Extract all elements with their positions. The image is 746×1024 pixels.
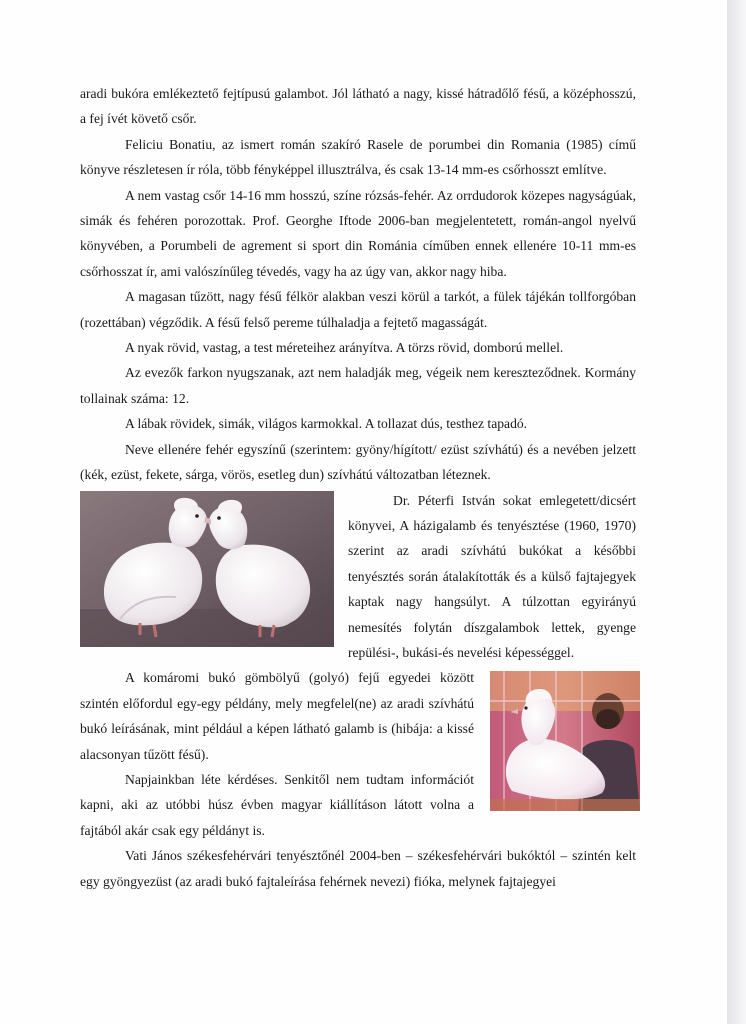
paragraph: A magasan tűzött, nagy fésű félkör alakban veszi körül a tarkót, a fülek tájékán tollforgóban (rozettában) végződik. A fésű felső pereme túlhaladja a fejtető magasságát. [80,289,636,330]
two-white-pigeons-photo [80,491,334,647]
paragraph: Neve ellenére fehér egyszínű (szerintem: gyöny/hígított/ ezüst szívhátú) és a nevében jelzett (kék, ezüst, fekete, sárga, vörös, esetleg dun) szívhátú változatban léteznek. [80,441,636,483]
paragraph: Az evezők farkon nyugszanak, azt nem haladják meg, végeik nem kereszteződnek. Kormány tollainak száma: 12. [80,365,636,406]
page-edge [727,0,746,1024]
paragraph: Feliciu Bonatiu, az ismert román szakíró Rasele de porumbei din Romania (1985) című könyve részletesen ír róla, több fényképpel illusztrálva, és csak 13-14 mm-es csőrhosszt említve. [80,136,636,178]
white-pigeon-with-man-photo [490,671,640,811]
paragraph: Napjainkban léte kérdéses. Senkitől nem tudtam információt kapni, aki az utóbbi húsz évben magyar kiállításon látott volna a fajtából akár csak egy példányt is. [80,771,474,838]
paragraph: Dr. Péterfi István sokat emlegetett/dicsért könyvei, A házigalamb és tenyésztése (1960, 1970) szerint az aradi szívhátú bukókat a későbbi tenyésztés során átalakították és a külső fajtajegyek kaptak nagy hangsúlyt. A túlzottan egyirányú nemesítés folytán díszgalambok lettek, gyenge repülési-, bukási-és nevelési képességgel. [348,492,636,660]
paragraph: A nem vastag csőr 14-16 mm hosszú, színe rózsás-fehér. Az orrdudorok közepes nagyságúak, simák és fehéren porozottak. Prof. Georghe Iftode 2006-ban megjelentetett, román-angol nyelvű könyvében, a Porumbeli de agrement si sport din Románia címűben ennek ellenére 10-11 mm-es csőrhosszat ír, ami valószínűleg tévedés, vagy ha az úgy van, akkor nagy hiba. [80,187,636,279]
paragraph: aradi bukóra emlékeztető fejtípusú galambot. Jól látható a nagy, kissé hátradőlő fésű, a középhosszú, a fej ívét követő csőr. [80,86,636,127]
paragraph: A lábak rövidek, simák, világos karmokkal. A tollazat dús, testhez tapadó. [125,416,528,432]
paragraph: A nyak rövid, vastag, a test méreteihez arányítva. A törzs rövid, domború mellel. [125,340,564,356]
paragraph: A komáromi bukó gömbölyű (golyó) fejű egyedei között szintén előfordul egy-egy példány, mely megfelel(ne) az aradi szívhátú bukó leírásának, mint például a képen látható galamb is (hibája: a kissé alacsonyan tűzött fésű). [80,670,474,762]
paragraph: Vati János székesfehérvári tenyésztőnél 2004-ben – székesfehérvári bukóktól – szintén kelt egy gyöngyezüst (az aradi bukó fajtaleírása fehérnek nevezi) fióka, melynek fajtajegyei [80,848,636,889]
document-body [80,81,636,894]
